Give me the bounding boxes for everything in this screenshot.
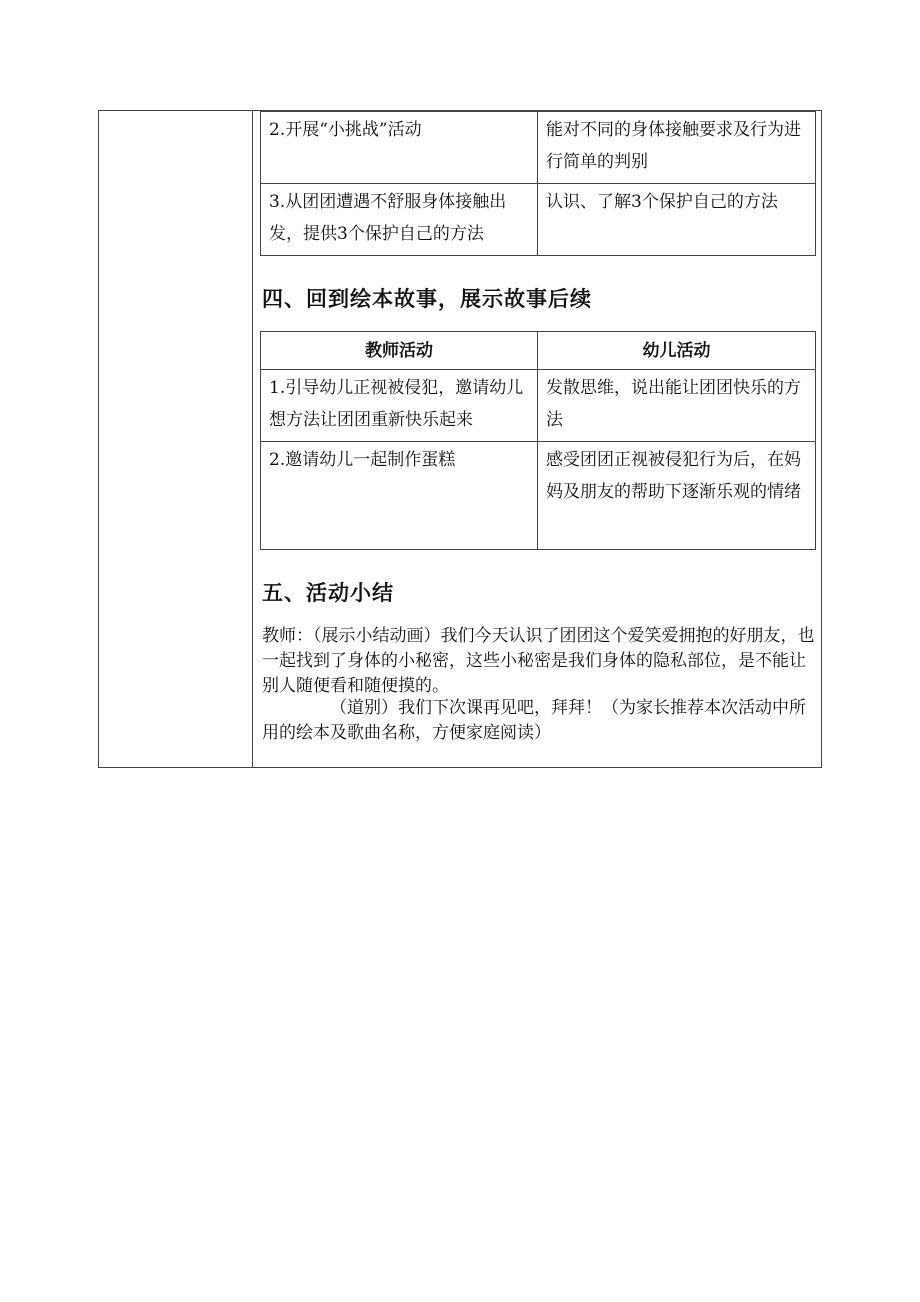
teacher-activity-cell: 1.引导幼儿正视被侵犯，邀请幼儿想方法让团团重新快乐起来	[261, 370, 538, 442]
outer-table-left-column	[98, 110, 252, 768]
child-activity-header: 幼儿活动	[538, 332, 816, 370]
section-heading: 五、活动小结	[262, 581, 394, 605]
table-header-row	[261, 332, 816, 370]
teacher-activity-cell: 2.邀请幼儿一起制作蛋糕	[261, 442, 538, 550]
teacher-activity-cell: 2.开展“小挑战”活动	[261, 112, 538, 184]
table-row	[261, 370, 816, 442]
section-heading: 四、回到绘本故事，展示故事后续	[262, 287, 592, 311]
table-row	[261, 442, 816, 550]
teacher-activity-cell: 3.从团团遭遇不舒服身体接触出发，提供3个保护自己的方法	[261, 184, 538, 256]
farewell-paragraph: （道别）我们下次课再见吧，拜拜！（为家长推荐本次活动中所用的绘本及歌曲名称，方便家庭阅读）	[262, 698, 806, 743]
table-row	[261, 184, 816, 256]
activity-table-continued	[260, 111, 816, 256]
child-activity-cell: 能对不同的身体接触要求及行为进行简单的判别	[538, 112, 816, 184]
activity-table	[260, 331, 816, 550]
child-activity-cell: 感受团团正视被侵犯行为后，在妈妈及朋友的帮助下逐渐乐观的情绪	[538, 442, 816, 550]
child-activity-cell: 认识、了解3个保护自己的方法	[538, 184, 816, 256]
child-activity-cell: 发散思维，说出能让团团快乐的方法	[538, 370, 816, 442]
table-row	[261, 112, 816, 184]
teacher-activity-header: 教师活动	[261, 332, 538, 370]
summary-paragraph: 教师：（展示小结动画）我们今天认识了团团这个爱笑爱拥抱的好朋友，也一起找到了身体的小秘密，这些小秘密是我们身体的隐私部位，是不能让别人随便看和随便摸的。	[262, 626, 815, 696]
